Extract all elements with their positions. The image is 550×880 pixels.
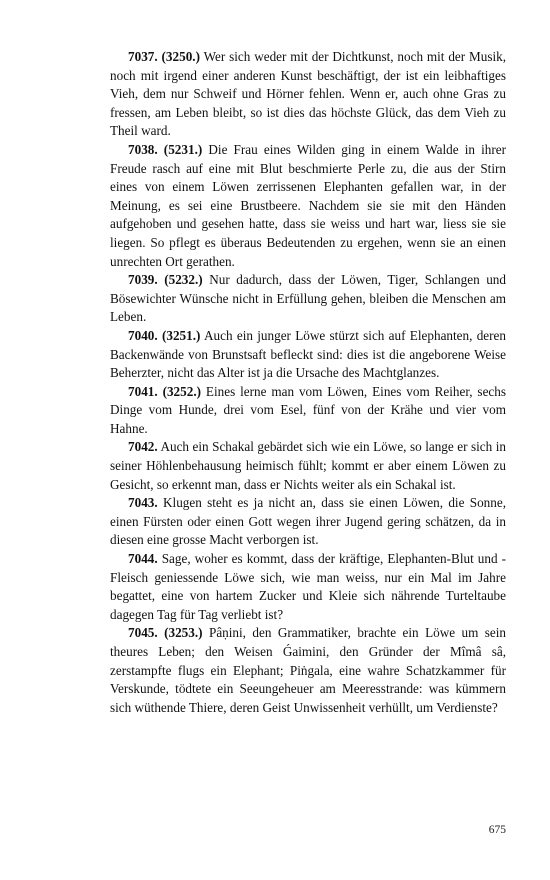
entry-text: Wer sich weder mit der Dichtkunst, noch mit der Musik, noch mit irgend einer anderen Kunst beschäftigt, der ist ein leibhaftiges Vieh, dem nur Schweif und Hörner fehlen. Wenn er, auch ohne Gras zu fressen, am Leben bleibt, so ist dies das höchste Glück, das dem Vieh zu Theil ward. xyxy=(110,49,507,139)
entry-number: 7042. xyxy=(128,439,158,455)
entry-text: Nur dadurch, dass der Löwen, Tiger, Schlangen und Bösewichter Wünsche nicht in Erfüllung gehen, bleiben die Menschen am Leben. xyxy=(110,272,506,325)
entry-text: Eines lerne man vom Löwen, Eines vom Reiher, sechs Dinge vom Hunde, drei vom Esel, fünf von der Krähe und vier vom Hahne. xyxy=(110,383,506,436)
entry-reference: (5232.) xyxy=(164,272,203,288)
entry-7042 xyxy=(110,438,506,494)
entry-number: 7040. xyxy=(128,327,158,343)
entry-text: Sage, woher es kommt, dass der kräftige, Elephanten-Blut und -Fleisch geniessende Löwe sich, wie man weiss, nur ein Mal im Jahre begattet, eine von hartem Zucker und Kleie sich nährende Turteltaube dagegen Tag für Tag verliebt ist? xyxy=(110,551,507,622)
entry-reference: (5231.) xyxy=(163,141,203,157)
entry-text: Pâṇini, den Grammatiker, brachte ein Löwe um sein theures Leben; den Weisen Ǵaimini, den Gründer der Mîmâ sâ, zerstampfte flugs ein Elephant; Piṅgala, eine wahre Schatzkammer für Verskunde, tödtete ein Seeungeheuer am Meeresstrande: was kümmern sich wüthende Thiere, deren Geist Unwissenheit verhüllt, um Verdienste? xyxy=(110,625,507,715)
entry-number: 7043. xyxy=(128,495,158,511)
entry-reference: (3252.) xyxy=(162,383,202,399)
entry-number: 7037. xyxy=(128,49,158,64)
entry-text: Auch ein Schakal gebärdet sich wie ein Löwe, so lange er sich in seiner Höhlenbehausung heimisch fühlt; kommt er aber einem Löwen zu Gesicht, so erkennt man, dass er Nichts weiter als ein Schakal ist. xyxy=(110,439,506,492)
entry-7037 xyxy=(110,48,506,141)
entry-number: 7041. xyxy=(128,383,158,399)
entry-7045 xyxy=(110,624,506,717)
entry-7041 xyxy=(110,383,506,439)
page-body xyxy=(110,48,506,717)
entry-7039 xyxy=(110,271,506,327)
entry-7044 xyxy=(110,550,506,624)
entry-text: Die Frau eines Wilden ging in einem Walde in ihrer Freude rasch auf eine mit Blut beschmierte Perle zu, die aus der Stirn eines von einem Löwen zerrissenen Elephanten gefallen war, in der Meinung, es sei eine Brustbeere. Nachdem sie sie mit den Händen aufgehoben und gesehen hatte, dass sie weiss und hart war, liess sie sie liegen. So pflegt es überaus Bedeutenden zu ergehen, wenn sie an einen unrechten Ort gerathen. xyxy=(110,141,507,269)
entry-7038 xyxy=(110,141,506,271)
entry-number: 7045. xyxy=(128,625,158,641)
entry-7043 xyxy=(110,494,506,550)
entry-number: 7044. xyxy=(128,551,158,567)
entry-text: Auch ein junger Löwe stürzt sich auf Elephanten, deren Backenwände von Brunstsaft befleckt sind: dies ist die angeborene Weise Beherzter, nicht das Alter ist ja die Ursache des Machtglanzes. xyxy=(110,327,506,381)
entry-number: 7038. xyxy=(128,141,158,157)
entry-reference: (3251.) xyxy=(161,327,201,343)
entry-text: Klugen steht es ja nicht an, dass sie einen Löwen, die Sonne, einen Fürsten oder einen Gott wegen ihrer Jugend gering schätzen, da in diesen eine grosse Macht verborgen ist. xyxy=(110,495,507,548)
entry-7040 xyxy=(110,327,506,383)
entry-reference: (3250.) xyxy=(161,49,200,64)
page-number: 675 xyxy=(488,824,506,836)
entry-number: 7039. xyxy=(128,272,158,288)
entry-reference: (3253.) xyxy=(164,625,203,641)
